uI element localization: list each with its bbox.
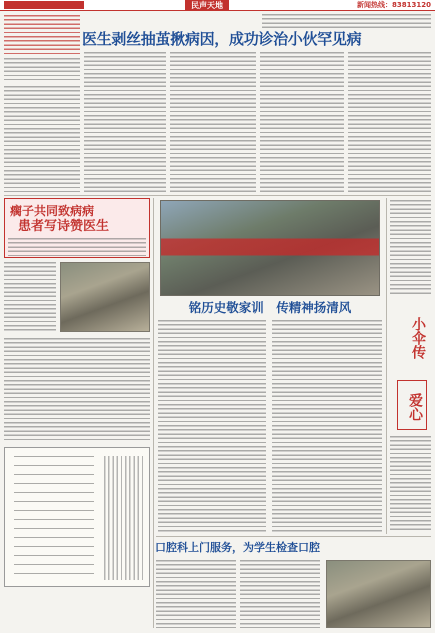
oral-article-col-2: [240, 560, 320, 628]
right-vertical-title-box: 爱心: [397, 380, 427, 430]
top-right-text: [262, 14, 431, 28]
poem-side-text: [104, 456, 144, 580]
main-headline: 医生剥丝抽茧揪病因，成功诊治小伙罕见病: [82, 30, 362, 48]
intro-text: [4, 58, 80, 80]
left-headline-line-2: 患者写诗赞医生: [18, 219, 110, 234]
left-article-lead: [8, 238, 146, 256]
main-article-col-3: [170, 52, 256, 192]
photo-article-col-1: [158, 320, 266, 532]
main-article-col-4: [260, 52, 344, 192]
photo-article-headline: 铭历史敬家训 传精神扬清风: [188, 300, 352, 315]
left-article-body-a: [4, 262, 56, 332]
group-photo: [160, 200, 380, 296]
oral-article-headline: 口腔科上门服务，为学生检查口腔: [155, 541, 320, 554]
header-left-banner: [4, 1, 84, 9]
divider-vertical-left: [153, 198, 154, 628]
section-title: 民声天地: [185, 0, 229, 11]
oral-article-col-1: [156, 560, 236, 628]
left-article-headline: [10, 204, 146, 234]
divider-horizontal: [4, 195, 431, 196]
right-column-top-text: [390, 200, 431, 296]
poem-lines: [14, 456, 94, 580]
patient-photo: [60, 262, 150, 332]
main-article-col-5: [348, 52, 431, 192]
divider-bottom: [156, 536, 431, 537]
right-vertical-title: 小伞传: [410, 316, 426, 359]
news-hotline: 新闻热线：83813120: [357, 1, 431, 9]
intro-text-red: [4, 15, 80, 55]
left-article-body-b: [4, 338, 150, 442]
main-article-col-2: [84, 52, 166, 192]
left-headline-line-1: 瘸子共同致病病: [10, 204, 95, 218]
photo-article-col-2: [272, 320, 382, 532]
main-article-col-1: [4, 86, 80, 192]
divider-vertical-right: [386, 198, 387, 534]
oral-exam-photo: [326, 560, 431, 628]
right-column-body: [390, 436, 431, 532]
